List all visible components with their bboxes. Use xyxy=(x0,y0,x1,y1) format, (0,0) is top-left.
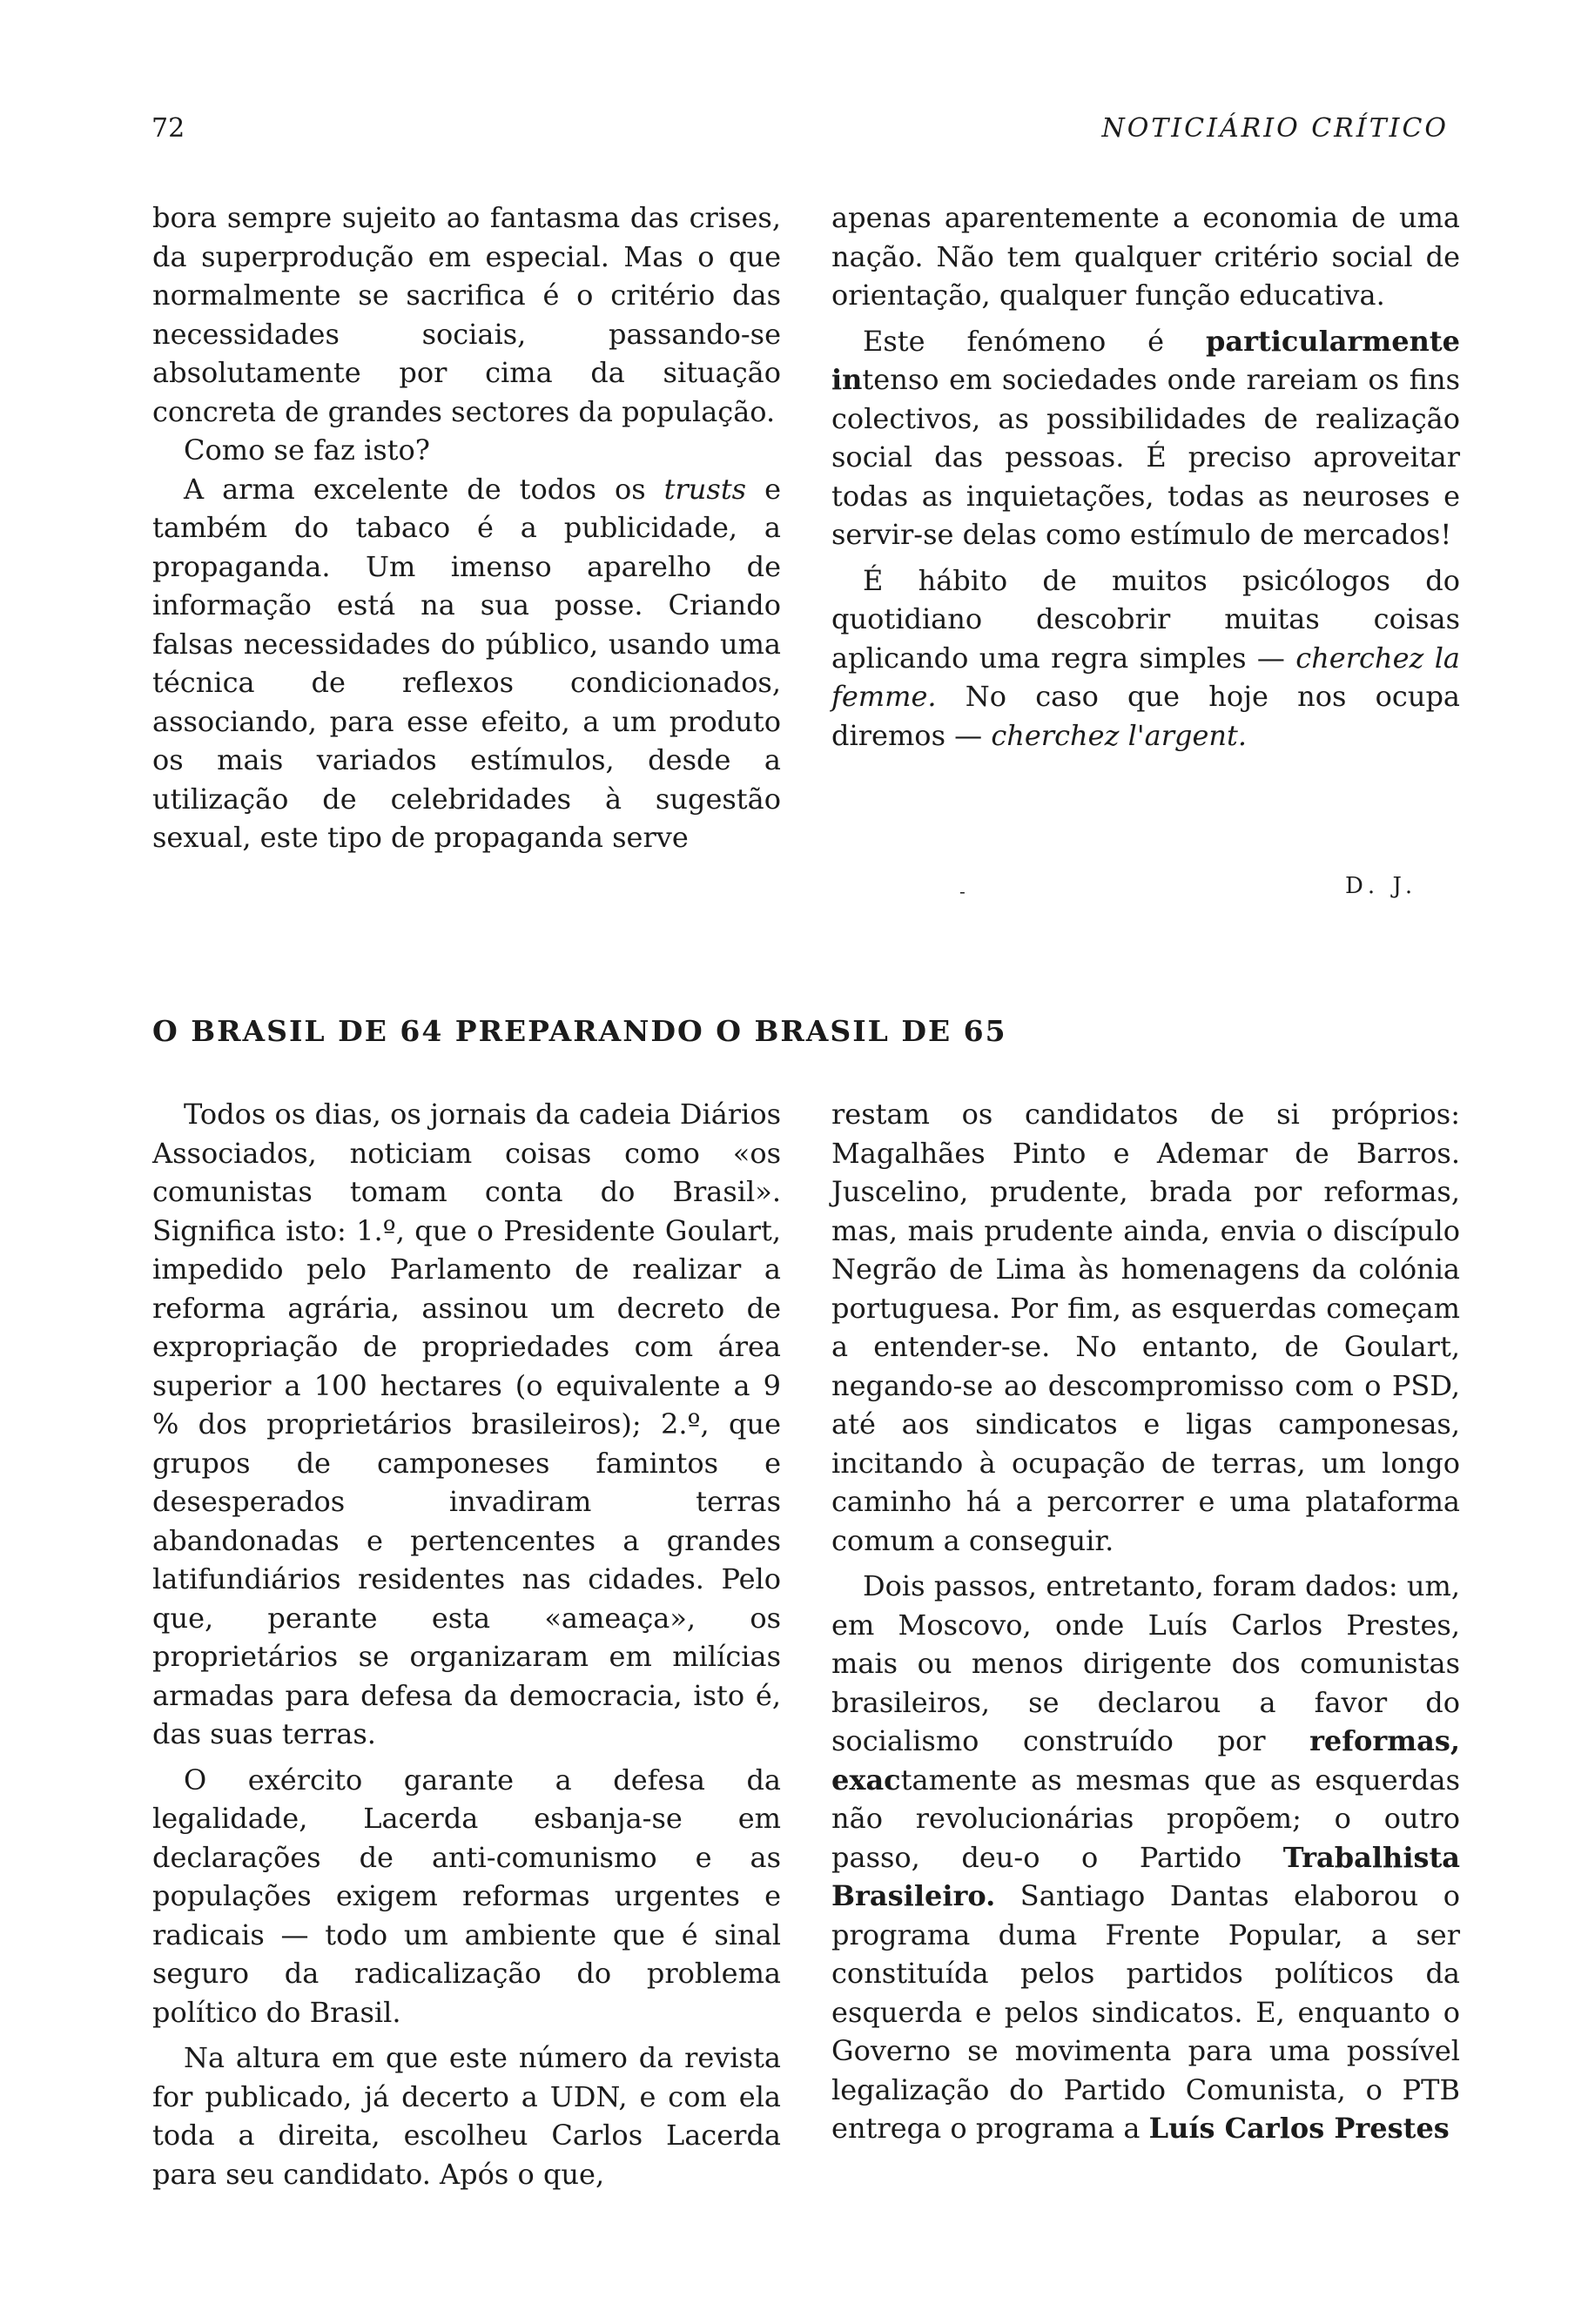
article2-right-paragraph: Dois passos, entretanto, foram dados: um, em Moscovo, onde Luís Carlos Prestes, mais ou menos dirigente dos comunistas brasileiros, se declarou a favor do socialismo construído por reformas, exactamente as mesmas que as esquerdas não revolucionárias propõem; o outro passo, deu-o o Partido Trabalhista Brasileiro. Santiago Dantas elaborou o programa duma Frente Popular, a ser constituída pelos partidos políticos da esquerda e pelos sindicatos. E, enquanto o Governo se movimenta para uma possível legalização do Partido Comunista, o PTB entrega o programa a Luís Carlos Prestes xyxy=(831,1569,1460,2145)
article2-right-column xyxy=(831,1095,1460,2148)
article1-left-paragraph: A arma excelente de todos os trusts e também do tabaco é a publicidade, a propaganda. Um imenso aparelho de informação está na sua posse. Criando falsas necessidades do público, usando uma técnica de reflexos condicionados, associando, para esse efeito, a um produto os mais variados estímulos, desde a utilização de celebridades à sugestão sexual, este tipo de propaganda serve xyxy=(152,472,782,854)
article2-left-paragraph: O exército garante a defesa da legalidade, Lacerda esbanja-se em declarações de anti-comunismo e as populações exigem reformas urgentes e radicais — todo um ambiente que é sinal seguro da radicalização do problema político do Brasil. xyxy=(152,1763,781,2029)
page-number: 72 xyxy=(151,113,185,144)
stray-mark: - xyxy=(959,881,966,902)
article1-right-paragraph: É hábito de muitos psicólogos do quotidiano descobrir muitas coisas aplicando uma regra simples — cherchez la femme. No caso que hoje nos ocupa diremos — cherchez l'argent. xyxy=(831,563,1461,752)
article1-left-paragraph: Como se faz isto? xyxy=(184,433,430,467)
article2-left-paragraph: Na altura em que este número da revista for publicado, já decerto a UDN, e com ela toda a direita, escolheu Carlos Lacerda para seu candidato. Após o que, xyxy=(152,2041,781,2191)
article1-left-column xyxy=(152,198,781,857)
article1-left-paragraph: bora sempre sujeito ao fantasma das crises, da superprodução em especial. Mas o que normalmente se sacrifica é o critério das necessidades sociais, passando-se absolutamente por cima da situação concreta de grandes sectores da população. xyxy=(152,201,781,428)
article-title: O BRASIL DE 64 PREPARANDO O BRASIL DE 65 xyxy=(152,1014,1007,1048)
article1-right-paragraph: Este fenómeno é particularmente intenso em sociedades onde rareiam os fins colectivos, as possibilidades de realização social das pessoas. É preciso aproveitar todas as inquietações, todas as neuroses e servir-se delas como estímulo de mercados! xyxy=(831,324,1460,551)
running-title: NOTICIÁRIO CRÍTICO xyxy=(1101,113,1449,144)
article1-right-column xyxy=(831,198,1460,755)
article1-right-paragraph: apenas aparentemente a economia de uma nação. Não tem qualquer critério social de orientação, qualquer função educativa. xyxy=(831,201,1460,312)
article2-left-column xyxy=(152,1095,781,2193)
article2-right-paragraph: restam os candidatos de si próprios: Magalhães Pinto e Ademar de Barros. Juscelino, prudente, brada por reformas, mas, mais prudente ainda, envia o discípulo Negrão de Lima às homenagens da colónia portuguesa. Por fim, as esquerdas começam a entender-se. No entanto, de Goulart, negando-se ao descompromisso com o PSD, até aos sindicatos e ligas camponesas, incitando à ocupação de terras, um longo caminho há a percorrer e uma plataforma comum a conseguir. xyxy=(831,1098,1460,1557)
author-signature: D. J. xyxy=(1345,873,1418,899)
article2-left-paragraph: Todos os dias, os jornais da cadeia Diários Associados, noticiam coisas como «os comunistas tomam conta do Brasil». Significa isto: 1.º, que o Presidente Goulart, impedido pelo Parlamento de realizar a reforma agrária, assinou um decreto de expropriação de propriedades com área superior a 100 hectares (o equivalente a 9 % dos proprietários brasileiros); 2.º, que grupos de camponeses famintos e desesperados invadiram terras abandonadas e pertencentes a grandes latifundiários residentes nas cidades. Pelo que, perante esta «ameaça», os proprietários se organizaram em milícias armadas para defesa da democracia, isto é, das suas terras. xyxy=(152,1098,781,1750)
